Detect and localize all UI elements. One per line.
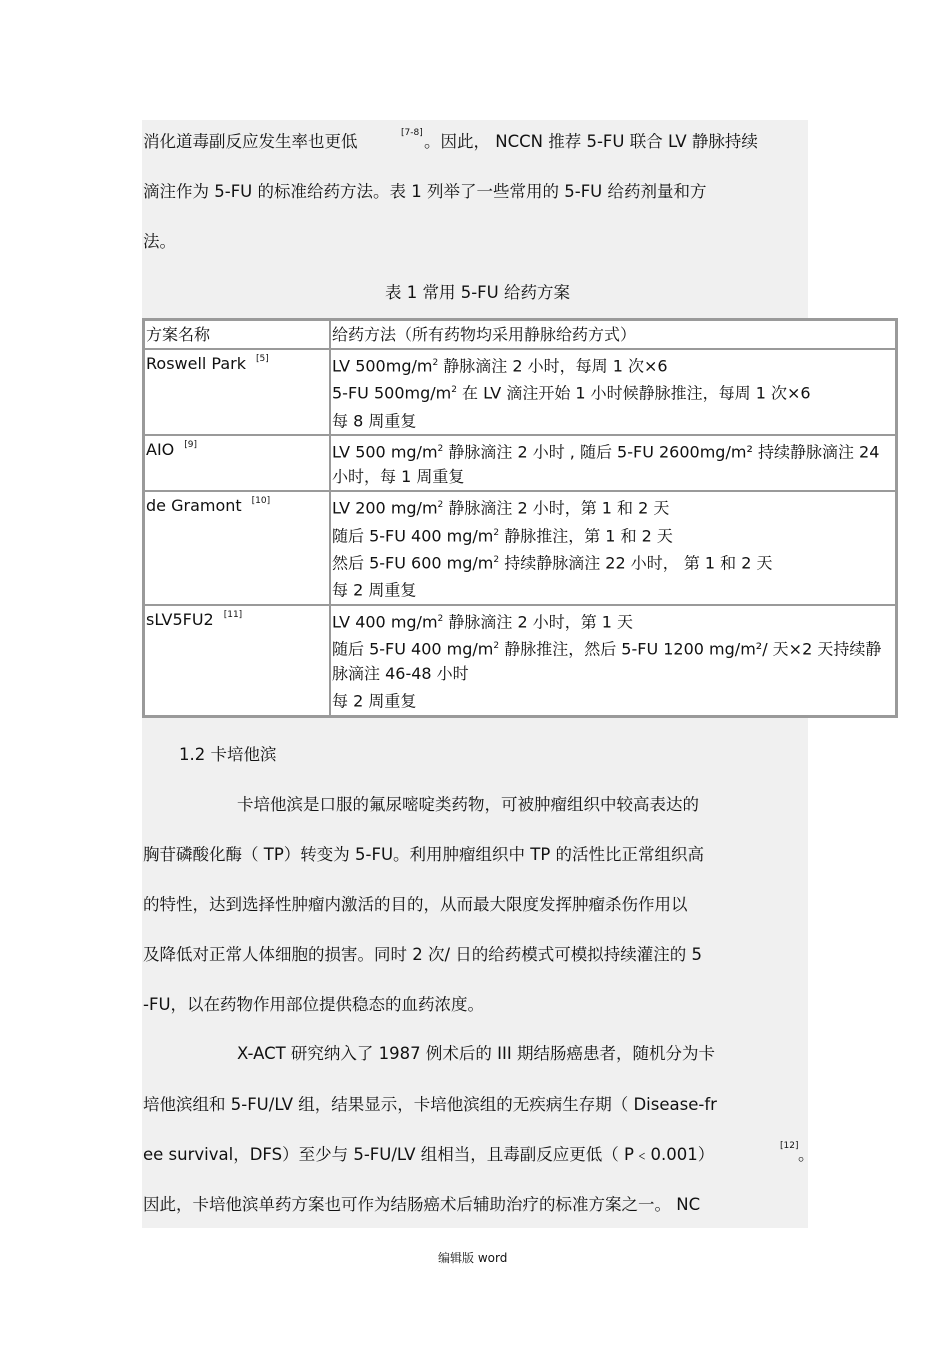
citation-tail: 。 xyxy=(798,1145,815,1164)
table-row xyxy=(144,491,896,604)
regimen-method-cell xyxy=(330,491,896,604)
method-line: 随后 5-FU 400 $mg/m^2$ 静脉推注，第 1 和 2 天 xyxy=(332,525,673,545)
method-line: 每 2 周重复 xyxy=(332,580,417,600)
regimen-name: AIO xyxy=(146,439,175,459)
method-line: 每 2 周重复 xyxy=(332,691,417,711)
paragraph-line: 因此，卡培他滨单药方案也可作为结肠癌术后辅助治疗的标准方案之一。 NC xyxy=(143,1195,701,1214)
regimen-name-cell xyxy=(144,435,330,491)
regimen-name: sLV5FU2 xyxy=(146,609,214,629)
regimen-name-cell xyxy=(144,491,330,604)
method-line: LV $500mg/m^2$ 静脉滴注 2 小时，每周 1 次×6 xyxy=(332,356,668,376)
table-caption: 表 1 常用 5-FU 给药方案 xyxy=(385,283,570,302)
table-row xyxy=(144,605,896,716)
paragraph-line: 胸苷磷酸化酶（ TP）转变为 5-FU。利用肿瘤组织中 TP 的活性比正常组织高 xyxy=(143,845,705,864)
regimen-ref: [5] xyxy=(256,354,269,364)
method-line: 5-FU $500mg/m^2$ 在 LV 滴注开始 1 小时候静脉推注，每周 1 次×6 xyxy=(332,383,811,403)
method-line: LV 200 $mg/m^2$ 静脉滴注 2 小时，第 1 和 2 天 xyxy=(332,498,670,518)
table-header-row xyxy=(144,320,896,349)
paragraph-line: -FU，以在药物作用部位提供稳态的血药浓度。 xyxy=(143,995,485,1014)
method-line: LV 400 $mg/m^2$ 静脉滴注 2 小时，第 1 天 xyxy=(332,611,634,631)
regimen-ref: [11] xyxy=(223,609,243,620)
table-row xyxy=(144,435,896,491)
paragraph-line: 卡培他滨是口服的氟尿嘧啶类药物，可被肿瘤组织中较高表达的 xyxy=(237,795,699,814)
intro-line-2: 滴注作为 5-FU 的标准给药方法。表 1 列举了一些常用的 5-FU 给药剂量和方 xyxy=(143,182,707,201)
regimen-name: Roswell Park xyxy=(146,354,247,373)
intro-line-3: 法。 xyxy=(143,232,176,251)
regimen-method-cell xyxy=(330,435,896,491)
regimen-ref: [10] xyxy=(251,496,271,507)
regimen-name: de Gramont xyxy=(146,496,242,516)
regimen-name-cell xyxy=(144,605,330,716)
citation-ref: [12] xyxy=(780,1141,799,1151)
paragraph-line: 及降低对正常人体细胞的损害。同时 2 次/ 日的给药模式可模拟持续灌注的 5 xyxy=(143,945,703,964)
paragraph-line: ee survival，DFS）至少与 5-FU/LV 组相当，且毒副反应更低（ P﹤0.001） xyxy=(143,1145,715,1164)
method-line: 随后 5-FU 400 $mg/m^2$ 静脉推注，然后 5-FU 1200 mg/m²/ 天×2 天持续静脉滴注 46-48 小时 xyxy=(332,639,882,684)
header-cell-name: 方案名称 xyxy=(144,320,330,349)
paragraph-line: 的特性，达到选择性肿瘤内激活的目的，从而最大限度发挥肿瘤杀伤作用以 xyxy=(143,895,688,914)
method-line: 每 8 周重复 xyxy=(332,410,417,430)
regimen-method-cell xyxy=(330,605,896,716)
regimen-name-cell xyxy=(144,349,330,435)
page-footer: 编辑版 word xyxy=(438,1251,508,1265)
method-line: LV 500 $mg/m^2$ 静脉滴注 2 小时 , 随后 5-FU 2600mg/m² 持续静脉滴注 24 小时，每 1 周重复 xyxy=(332,442,880,487)
regimen-table xyxy=(142,318,898,718)
table-row xyxy=(144,349,896,435)
intro-ref: [7-8] xyxy=(401,128,423,138)
intro-line-1b: 。因此， NCCN 推荐 5-FU 联合 LV 静脉持续 xyxy=(424,132,758,151)
regimen-ref: [9] xyxy=(184,439,198,450)
regimen-method-cell xyxy=(330,349,896,435)
section-heading: 1.2 卡培他滨 xyxy=(179,745,277,764)
method-line: 然后 5-FU 600 $mg/m^2$ 持续静脉滴注 22 小时， 第 1 和 2 天 xyxy=(332,553,773,573)
header-cell-method: 给药方法（所有药物均采用静脉给药方式） xyxy=(330,320,896,349)
paragraph-line: 培他滨组和 5-FU/LV 组，结果显示，卡培他滨组的无疾病生存期（ Disease-fr xyxy=(143,1095,717,1114)
paragraph-line: X-ACT 研究纳入了 1987 例术后的 III 期结肠癌患者，随机分为卡 xyxy=(237,1044,715,1063)
intro-line-1a: 消化道毒副反应发生率也更低 xyxy=(143,132,358,151)
